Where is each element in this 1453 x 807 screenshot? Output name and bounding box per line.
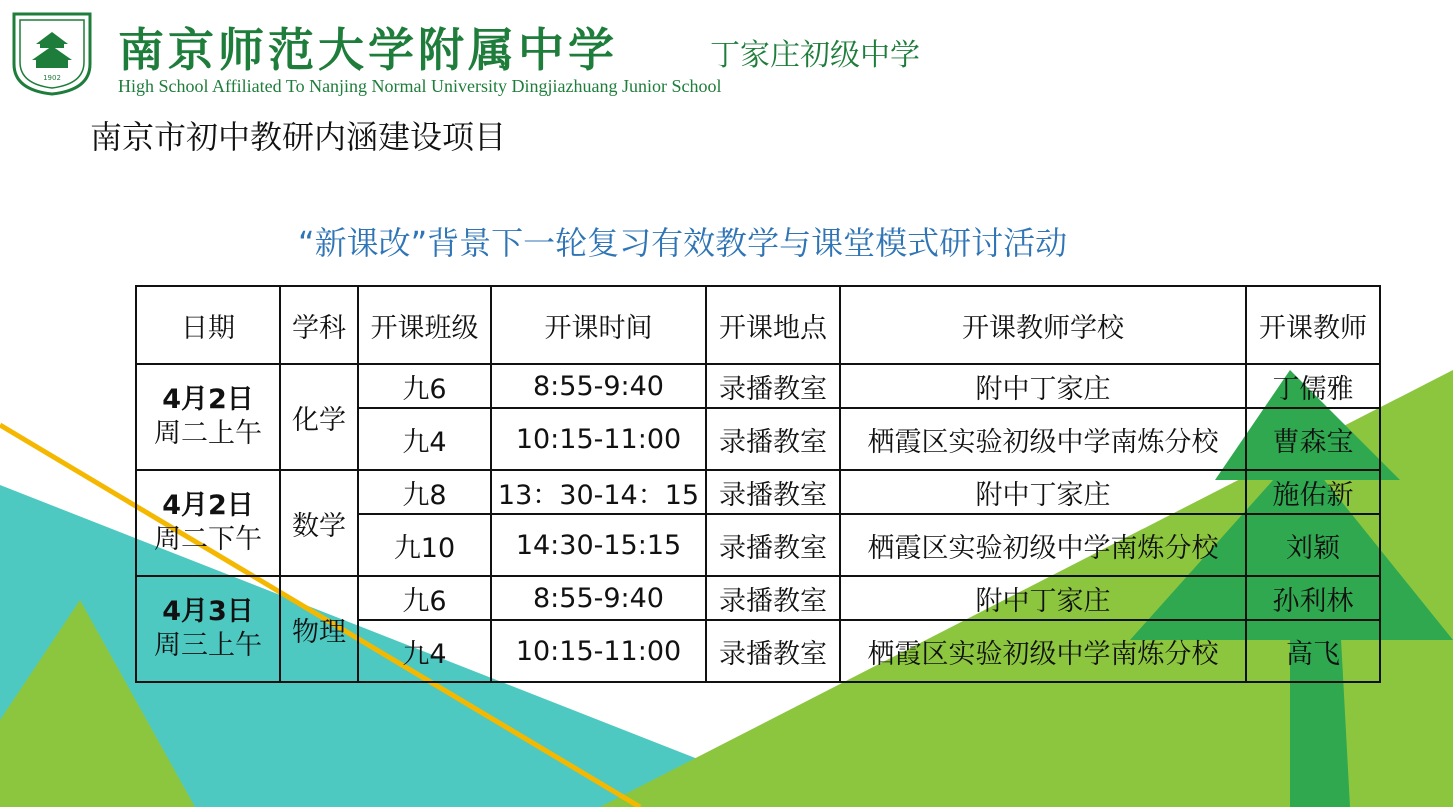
school-cell: 附中丁家庄 (840, 364, 1246, 408)
school-name-cn: 南京师范大学附属中学 (118, 23, 618, 77)
subject-cell: 数学 (280, 470, 358, 576)
emblem-year: 1902 (43, 74, 61, 82)
header-teacher: 开课教师 (1246, 286, 1380, 364)
activity-title: “新课改”背景下一轮复习有效教学与课堂模式研讨活动 (298, 224, 1068, 262)
header-date: 日期 (136, 286, 280, 364)
date-line: 4月3日 (162, 596, 254, 627)
project-title: 南京市初中教研内涵建设项目 (90, 118, 507, 156)
place-cell: 录播教室 (706, 364, 840, 408)
place-cell: 录播教室 (706, 620, 840, 682)
school-cell: 附中丁家庄 (840, 576, 1246, 620)
subject-cell: 化学 (280, 364, 358, 470)
class-cell: 九8 (358, 470, 491, 514)
class-cell: 九4 (358, 408, 491, 470)
weekday-line: 周三上午 (154, 630, 262, 661)
header-subject: 学科 (280, 286, 358, 364)
teacher-cell: 施佑新 (1246, 470, 1380, 514)
teacher-cell: 孙利林 (1246, 576, 1380, 620)
table-row (136, 470, 1380, 514)
header-school: 开课教师学校 (840, 286, 1246, 364)
weekday-line: 周二下午 (154, 524, 262, 555)
header-time: 开课时间 (491, 286, 706, 364)
school-name-en: High School Affiliated To Nanjing Normal University Dingjiazhuang Junior School (118, 76, 722, 96)
table-row (136, 364, 1380, 408)
date-line: 4月2日 (162, 384, 254, 415)
class-cell: 九4 (358, 620, 491, 682)
time-cell: 8:55-9:40 (491, 364, 706, 408)
school-cell: 栖霞区实验初级中学南炼分校 (840, 620, 1246, 682)
class-cell: 九6 (358, 576, 491, 620)
teacher-cell: 丁儒雅 (1246, 364, 1380, 408)
time-cell: 10:15-11:00 (491, 620, 706, 682)
teacher-cell: 曹森宝 (1246, 408, 1380, 470)
place-cell: 录播教室 (706, 408, 840, 470)
teacher-cell: 高飞 (1246, 620, 1380, 682)
date-cell (136, 576, 280, 682)
school-cell: 栖霞区实验初级中学南炼分校 (840, 514, 1246, 576)
subject-cell: 物理 (280, 576, 358, 682)
class-cell: 九10 (358, 514, 491, 576)
school-header (10, 8, 950, 103)
class-cell: 九6 (358, 364, 491, 408)
place-cell: 录播教室 (706, 576, 840, 620)
school-cell: 附中丁家庄 (840, 470, 1246, 514)
time-cell: 8:55-9:40 (491, 576, 706, 620)
school-emblem-icon (10, 10, 94, 96)
time-cell: 13：30-14：15 (491, 470, 706, 514)
time-cell: 14:30-15:15 (491, 514, 706, 576)
weekday-line: 周二上午 (154, 418, 262, 449)
table-row (136, 576, 1380, 620)
place-cell: 录播教室 (706, 470, 840, 514)
date-cell (136, 470, 280, 576)
date-cell (136, 364, 280, 470)
header-class: 开课班级 (358, 286, 491, 364)
date-line: 4月2日 (162, 490, 254, 521)
teacher-cell: 刘颖 (1246, 514, 1380, 576)
table-header-row (136, 286, 1380, 364)
school-cell: 栖霞区实验初级中学南炼分校 (840, 408, 1246, 470)
school-branch-name: 丁家庄初级中学 (710, 38, 920, 73)
schedule-table (135, 285, 1381, 683)
header-place: 开课地点 (706, 286, 840, 364)
place-cell: 录播教室 (706, 514, 840, 576)
time-cell: 10:15-11:00 (491, 408, 706, 470)
